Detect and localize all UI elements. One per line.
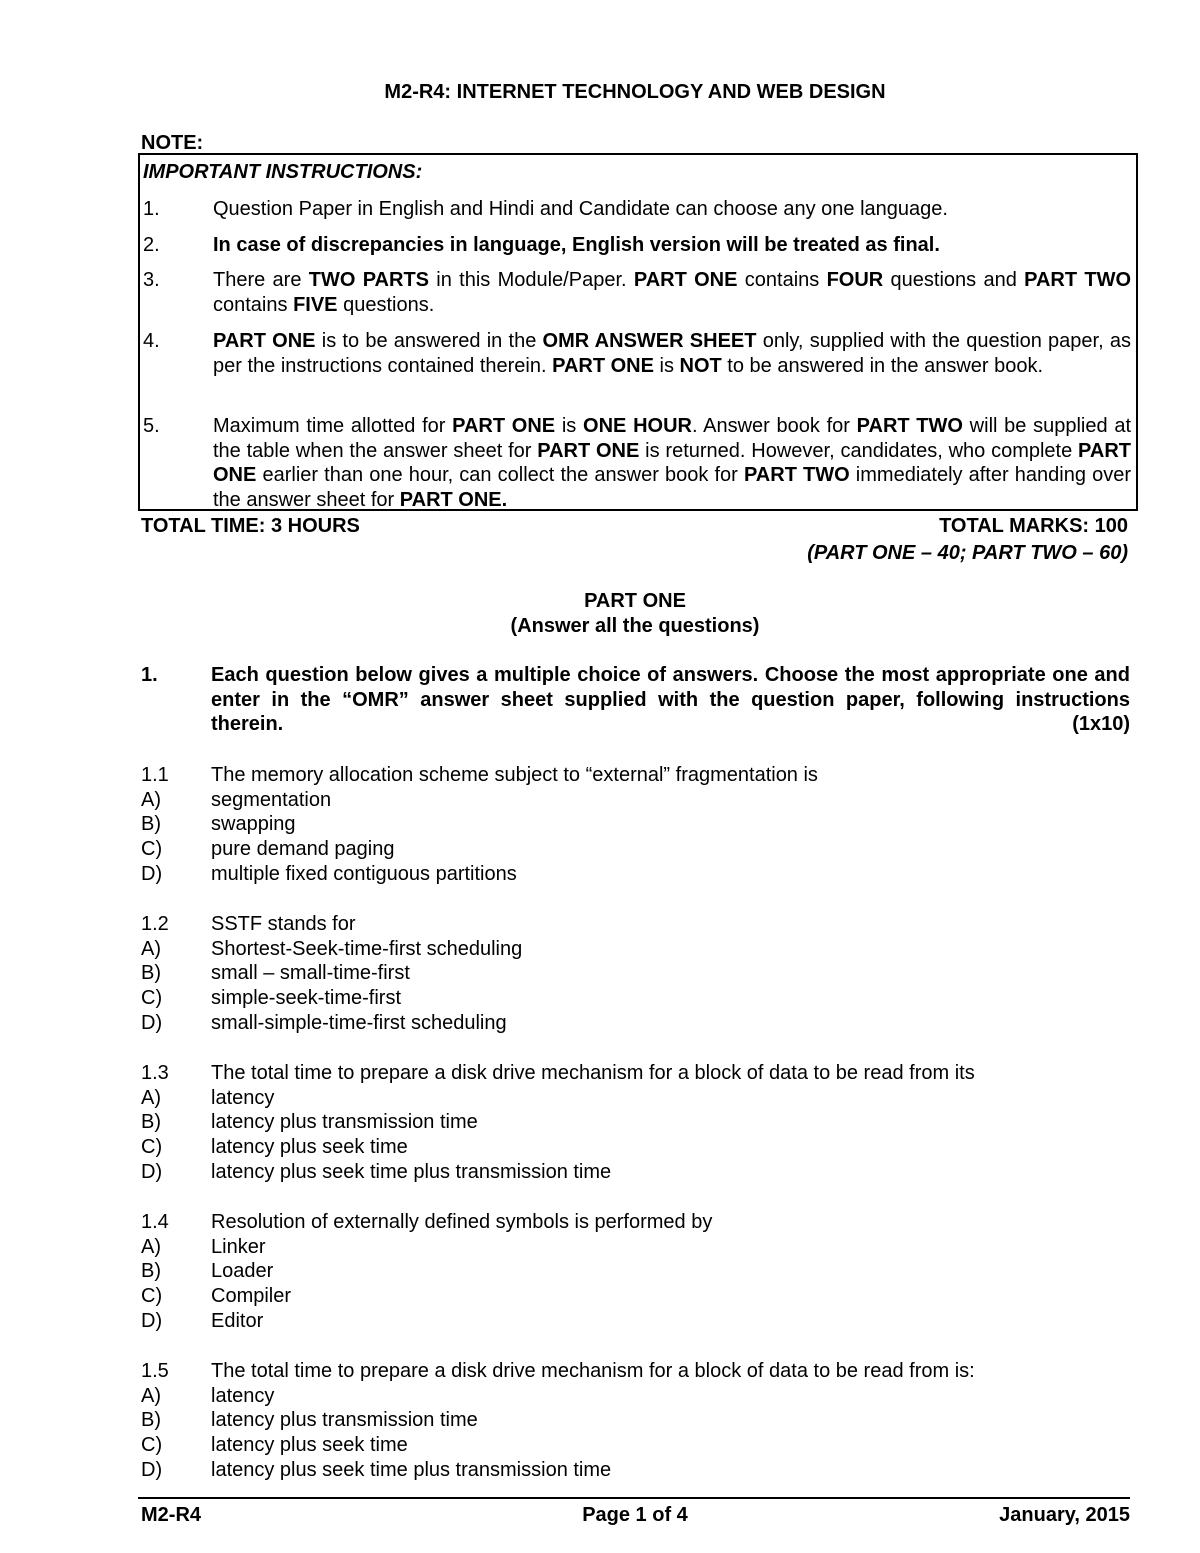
instruction-number: 5. — [143, 415, 160, 437]
option-label: A) — [141, 937, 161, 960]
subquestion-number: 1.5 — [141, 1360, 169, 1382]
instruction-text-segment: PART TWO — [1024, 269, 1132, 291]
instruction-text — [213, 197, 1131, 222]
option-text: small-simple-time-first scheduling — [211, 1011, 507, 1034]
subquestion-text: Resolution of externally defined symbols is performed by — [211, 1211, 713, 1233]
option-label: A) — [141, 1086, 161, 1109]
instruction-text-segment: is — [653, 354, 680, 377]
answer-option — [141, 1160, 1141, 1185]
instructions-heading: IMPORTANT INSTRUCTIONS: — [143, 161, 423, 183]
instruction-item — [143, 268, 1131, 317]
option-label: D) — [141, 1458, 163, 1481]
instruction-number: 4. — [143, 330, 160, 352]
instruction-text-segment: Maximum time allotted for — [213, 415, 453, 437]
option-text: latency plus seek time plus transmission time — [211, 1160, 612, 1183]
option-text: small – small-time-first — [211, 962, 410, 985]
option-label: C) — [141, 1285, 163, 1308]
footer-divider — [138, 1497, 1130, 1499]
instruction-text-segment: . Answer book for — [691, 415, 857, 437]
instruction-text-segment: PART ONE — [552, 354, 654, 377]
instruction-text-segment: PART ONE — [537, 439, 640, 462]
subquestion-stem — [141, 763, 1141, 788]
instruction-text-segment: PART ONE — [213, 439, 1132, 486]
subquestion-number: 1.3 — [141, 1062, 169, 1084]
option-label: A) — [141, 1235, 161, 1258]
answer-option — [141, 1235, 1141, 1260]
question-1 — [141, 663, 1130, 737]
subquestion-number: 1.1 — [141, 764, 169, 786]
instruction-text — [213, 233, 1131, 258]
option-text: latency plus transmission time — [211, 1111, 478, 1134]
instruction-text-segment: is — [555, 415, 584, 437]
instruction-text-segment: In case of discrepancies in language, English version will be treated as final. — [213, 234, 940, 256]
instruction-text-segment: PART ONE. — [399, 488, 508, 511]
answer-option — [141, 1284, 1141, 1309]
option-text: latency — [211, 1384, 275, 1407]
total-marks: TOTAL MARKS: 100 — [939, 515, 1128, 537]
option-text: Linker — [211, 1235, 266, 1258]
instruction-text-segment: ONE HOUR — [583, 415, 692, 437]
instruction-text-segment: will be supplied at the table when the answer sheet for — [213, 415, 1132, 462]
subquestion-text: The total time to prepare a disk drive mechanism for a block of data to be read from is: — [211, 1360, 975, 1382]
option-label: D) — [141, 1011, 163, 1034]
subquestion — [141, 763, 1141, 886]
instruction-text-segment: to be answered in the answer book. — [721, 354, 1044, 377]
instruction-text-segment: only, supplied with the question paper, as per the instructions contained therein. — [213, 330, 1132, 377]
option-label: C) — [141, 1434, 163, 1457]
option-label: D) — [141, 862, 163, 885]
option-text: segmentation — [211, 788, 332, 811]
footer-date: January, 2015 — [999, 1504, 1130, 1526]
instruction-text-segment: questions and — [883, 269, 1025, 291]
answer-option — [141, 1309, 1141, 1334]
option-text: pure demand paging — [211, 838, 395, 861]
subquestion-text: The memory allocation scheme subject to “external” fragmentation is — [211, 764, 818, 786]
answer-option — [141, 1135, 1141, 1160]
subquestion-stem — [141, 912, 1141, 937]
subquestion — [141, 1061, 1141, 1184]
instruction-text-segment: PART TWO — [856, 415, 963, 437]
question-number: 1. — [141, 664, 158, 686]
instruction-text-segment: PART ONE — [213, 330, 316, 352]
option-text: Compiler — [211, 1285, 292, 1308]
instruction-text-segment: is returned. However, candidates, who complete — [639, 439, 1079, 462]
instruction-text-segment: There are — [213, 269, 309, 291]
answer-option — [141, 961, 1141, 986]
instruction-item — [143, 197, 1131, 222]
instructions-box — [138, 153, 1138, 511]
option-text: latency plus seek time plus transmission time — [211, 1458, 612, 1481]
instruction-item — [143, 233, 1131, 258]
answer-option — [141, 937, 1141, 962]
option-text: latency plus seek time — [211, 1434, 408, 1457]
option-label: A) — [141, 788, 161, 811]
instruction-item — [143, 414, 1131, 512]
answer-option — [141, 986, 1141, 1011]
option-label: D) — [141, 1309, 163, 1332]
instruction-text-segment: FIVE — [293, 293, 338, 316]
instruction-text-segment: PART ONE — [452, 415, 556, 437]
option-text: latency plus seek time — [211, 1136, 408, 1159]
total-time: TOTAL TIME: 3 HOURS — [141, 515, 360, 537]
instruction-text — [213, 329, 1131, 378]
answer-option — [141, 1384, 1141, 1409]
subquestion-stem — [141, 1359, 1141, 1384]
question-text — [211, 663, 1130, 737]
option-label: B) — [141, 1260, 161, 1283]
instruction-number: 1. — [143, 198, 160, 220]
subquestion-number: 1.2 — [141, 913, 169, 935]
instruction-text-segment: contains — [213, 293, 294, 316]
option-label: C) — [141, 987, 163, 1010]
instruction-text-segment: questions. — [337, 293, 435, 316]
page-title: M2-R4: INTERNET TECHNOLOGY AND WEB DESIGN — [384, 81, 886, 103]
option-label: B) — [141, 813, 161, 836]
marks-split: (PART ONE – 40; PART TWO – 60) — [807, 542, 1128, 564]
option-label: C) — [141, 1136, 163, 1159]
option-label: B) — [141, 1111, 161, 1134]
answer-option — [141, 1259, 1141, 1284]
instruction-text-segment: PART TWO — [743, 464, 850, 486]
answer-option — [141, 812, 1141, 837]
answer-option — [141, 1011, 1141, 1036]
answer-option — [141, 1110, 1141, 1135]
instruction-number: 3. — [143, 269, 160, 291]
instruction-text-segment: contains — [737, 269, 827, 291]
instruction-text-segment: is to be answered in the — [315, 330, 543, 352]
subquestion — [141, 1210, 1141, 1333]
answer-option — [141, 1408, 1141, 1433]
instruction-text-segment: PART ONE — [633, 269, 738, 291]
question-marks: (1x10) — [1072, 713, 1130, 735]
instruction-text-segment: in this Module/Paper. — [429, 269, 634, 291]
option-text: Shortest-Seek-time-first scheduling — [211, 937, 523, 960]
subquestion-text: SSTF stands for — [211, 913, 356, 935]
instruction-text-segment: TWO PARTS — [308, 269, 429, 291]
option-text: swapping — [211, 813, 296, 836]
answer-option — [141, 788, 1141, 813]
subquestion — [141, 1359, 1141, 1482]
option-label: A) — [141, 1384, 161, 1407]
question-1-text: Each question below gives a multiple choice of answers. Choose the most appropriate one and enter in the “OMR” answer sheet supplied with the question paper, following instructions therein. — [211, 664, 1130, 735]
instruction-text-segment: OMR ANSWER SHEET — [542, 330, 757, 352]
option-text: latency plus transmission time — [211, 1409, 478, 1432]
option-label: D) — [141, 1160, 163, 1183]
option-text: Loader — [211, 1260, 274, 1283]
option-label: B) — [141, 1409, 161, 1432]
instruction-text — [213, 414, 1131, 512]
answer-option — [141, 1433, 1141, 1458]
answer-option — [141, 1458, 1141, 1483]
option-label: B) — [141, 962, 161, 985]
part-one-title: PART ONE — [584, 590, 686, 612]
instruction-text-segment: Question Paper in English and Hindi and Candidate can choose any one language. — [213, 198, 948, 220]
note-label: NOTE: — [141, 132, 204, 154]
subquestion-stem — [141, 1061, 1141, 1086]
option-text: simple-seek-time-first — [211, 987, 402, 1010]
subquestion-text: The total time to prepare a disk drive mechanism for a block of data to be read from its — [211, 1062, 975, 1084]
option-text: Editor — [211, 1309, 264, 1332]
instruction-text-segment: NOT — [679, 354, 722, 377]
answer-option — [141, 837, 1141, 862]
option-label: C) — [141, 838, 163, 861]
instruction-text-segment: FOUR — [826, 269, 884, 291]
subquestion — [141, 912, 1141, 1035]
instruction-number: 2. — [143, 234, 160, 256]
footer-module: M2-R4 — [141, 1504, 202, 1526]
answer-option — [141, 1086, 1141, 1111]
part-one-subtitle: (Answer all the questions) — [510, 615, 760, 637]
footer-page-number: Page 1 of 4 — [582, 1504, 688, 1526]
subquestion-stem — [141, 1210, 1141, 1235]
option-text: latency — [211, 1086, 275, 1109]
instruction-text-segment: earlier than one hour, can collect the answer book for — [256, 464, 744, 486]
instruction-item — [143, 329, 1131, 378]
instruction-text — [213, 268, 1131, 317]
answer-option — [141, 862, 1141, 887]
instruction-text-segment: immediately after handing over the answer sheet for — [213, 464, 1131, 511]
subquestion-number: 1.4 — [141, 1211, 169, 1233]
option-text: multiple fixed contiguous partitions — [211, 862, 517, 885]
